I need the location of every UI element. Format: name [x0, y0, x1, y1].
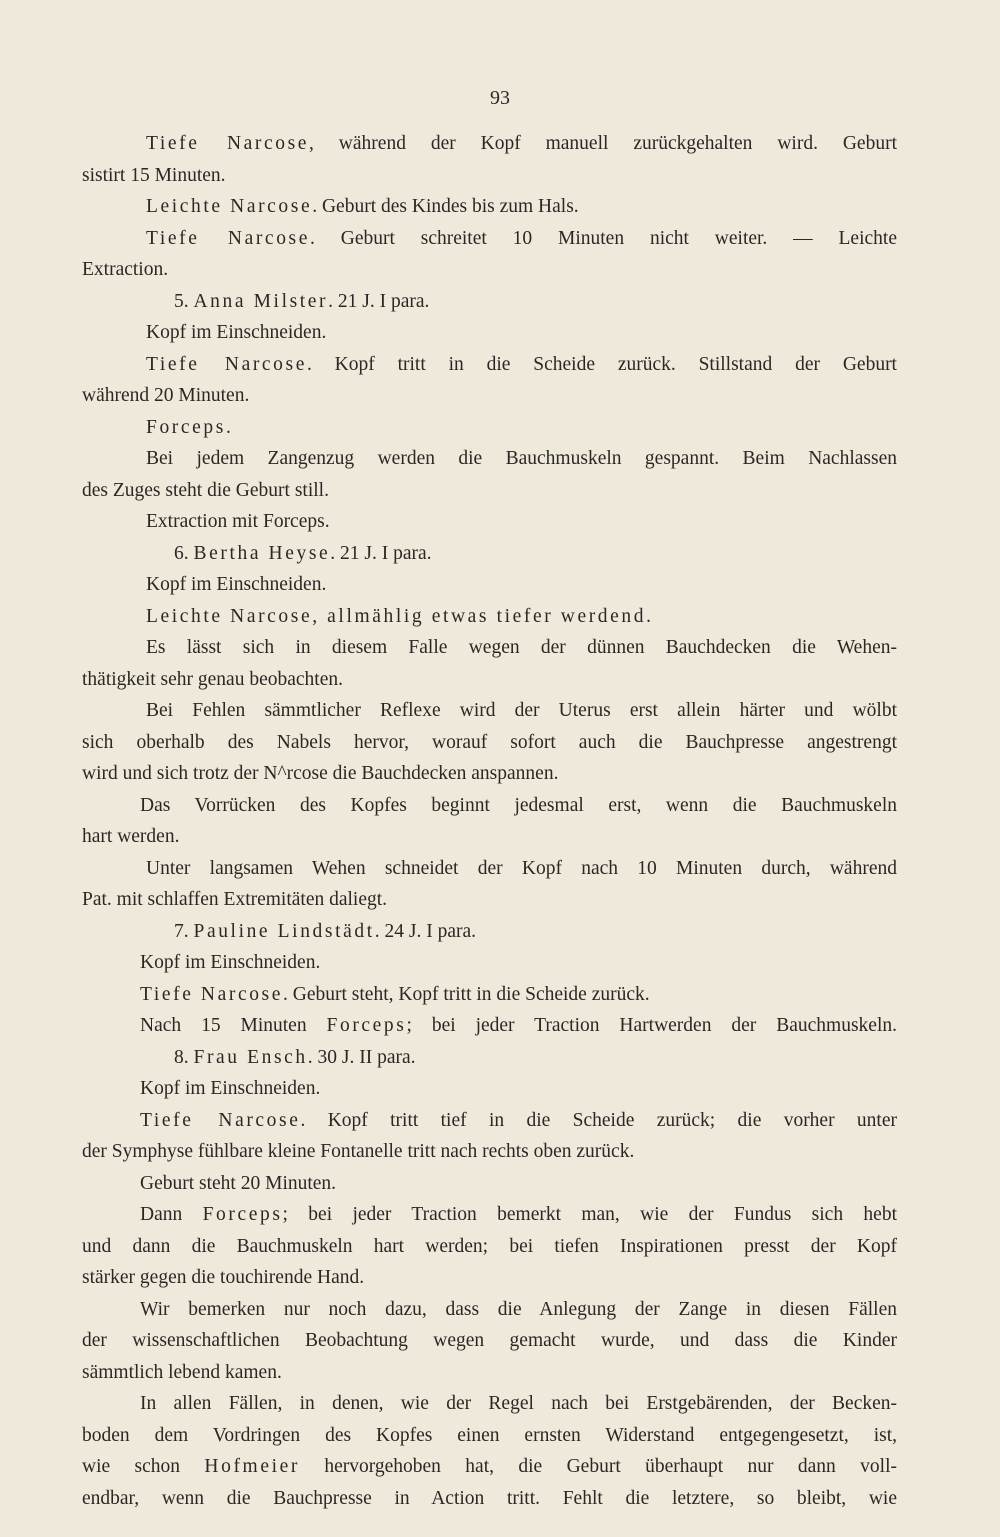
text-line	[82, 1231, 897, 1263]
text-line	[82, 1420, 897, 1452]
text-run: Bei Fehlen sämmtlicher Reflexe wird der Uterus erst allein härter und wölbt	[146, 700, 897, 721]
text-run: . Kopf tritt in die Scheide zurück. Stillstand der Geburt	[306, 353, 897, 375]
text-line	[82, 1325, 897, 1357]
text-line	[82, 1357, 897, 1389]
text-line	[82, 884, 897, 916]
text-run: . 21 J. I para.	[330, 542, 432, 564]
text-run: wie schon	[82, 1456, 205, 1477]
text-run: Pat. mit schlaffen Extremitäten daliegt.	[82, 889, 388, 910]
text-line	[82, 412, 897, 444]
spaced-text: Forceps	[326, 1015, 407, 1036]
text-run: thätigkeit sehr genau beobachten.	[82, 668, 343, 690]
text-run: Extraction mit Forceps.	[146, 511, 330, 532]
text-run: .	[225, 416, 231, 438]
text-run: des Zuges steht die Geburt still.	[82, 479, 329, 501]
spaced-text: Pauline Lindstädt	[193, 920, 375, 942]
spaced-text: Hofmeier	[204, 1456, 300, 1477]
text-run: 8.	[174, 1046, 194, 1068]
text-run: und dann die Bauchmuskeln hart werden; bei tiefen Inspirationen presst der Kopf	[82, 1235, 897, 1257]
text-run: . 21 J. I para.	[328, 290, 430, 312]
text-run: , während der Kopf manuell zurückgehalten wird. Geburt	[309, 133, 897, 154]
text-run: Bei jedem Zangenzug werden die Bauchmuskeln gespannt. Beim Nachlassen	[146, 448, 897, 469]
text-line	[82, 695, 897, 727]
text-run: Kopf im Einschneiden.	[140, 1078, 321, 1099]
text-run: Wir bemerken nur noch dazu, dass die Anlegung der Zange in diesen Fällen	[140, 1298, 897, 1320]
text-line	[82, 1042, 897, 1074]
text-line	[82, 790, 897, 822]
text-run: Es lässt sich in diesem Falle wegen der dünnen Bauchdecken die Wehen-	[146, 637, 897, 658]
text-run: . Geburt des Kindes bis zum Hals.	[312, 196, 579, 217]
text-run: . 30 J. II para.	[307, 1046, 416, 1068]
spaced-text: Bertha Heyse	[193, 542, 331, 564]
text-line	[82, 1105, 897, 1137]
text-run: Nach 15 Minuten	[140, 1015, 327, 1036]
text-run: ; bei jeder Traction Hartwerden der Bauchmuskeln.	[406, 1015, 897, 1036]
text-line	[82, 191, 897, 223]
spaced-text: Leichte Narcose	[146, 196, 313, 217]
body-text	[82, 128, 897, 1514]
text-line	[82, 947, 897, 979]
text-run: hart werden.	[82, 826, 180, 847]
text-run: . Geburt steht, Kopf tritt in die Scheide zurück.	[283, 983, 650, 1005]
text-line	[82, 979, 897, 1011]
text-run: 6.	[174, 542, 194, 564]
text-line	[82, 349, 897, 381]
text-line	[82, 1294, 897, 1326]
text-run: . Kopf tritt tief in die Scheide zurück; die vorher unter	[300, 1109, 897, 1131]
text-run: 5.	[174, 290, 194, 312]
text-run: Kopf im Einschneiden.	[146, 574, 327, 595]
spaced-text: Tiefe Narcose	[140, 1109, 301, 1131]
spaced-text: Forceps	[146, 416, 226, 438]
text-run: sämmtlich lebend kamen.	[82, 1361, 282, 1383]
text-run: sistirt 15 Minuten.	[82, 164, 226, 186]
text-line	[82, 1136, 897, 1168]
spaced-text: Leichte Narcose, allmählig etwas tiefer werdend	[146, 605, 647, 627]
text-line	[82, 380, 897, 412]
text-line	[82, 758, 897, 790]
text-run: hervorgehoben hat, die Geburt überhaupt nur dann voll-	[299, 1456, 897, 1477]
text-run: während 20 Minuten.	[82, 385, 250, 406]
text-run: .	[646, 605, 651, 627]
text-line	[82, 254, 897, 286]
text-run: Das Vorrücken des Kopfes beginnt jedesmal erst, wenn die Bauchmuskeln	[140, 794, 897, 816]
text-run: ; bei jeder Traction bemerkt man, wie der Fundus sich hebt	[282, 1204, 897, 1225]
text-line	[82, 1451, 897, 1483]
text-line	[82, 317, 897, 349]
spaced-text: Tiefe Narcose	[140, 983, 284, 1005]
text-line	[82, 443, 897, 475]
text-line	[82, 1199, 897, 1231]
text-run: endbar, wenn die Bauchpresse in Action tritt. Fehlt die letztere, so bleibt, wie	[82, 1487, 897, 1509]
spaced-text: Tiefe Narcose	[146, 227, 310, 249]
text-line	[82, 286, 897, 318]
text-run: der wissenschaftlichen Beobachtung wegen gemacht wurde, und dass die Kinder	[82, 1330, 897, 1351]
text-run: Extraction.	[82, 259, 169, 280]
text-run: boden dem Vordringen des Kopfes einen ernsten Widerstand entgegengesetzt, ist,	[82, 1424, 897, 1446]
text-line	[82, 1388, 897, 1420]
text-run: Geburt steht 20 Minuten.	[140, 1172, 337, 1194]
page-number: 93	[490, 87, 510, 109]
text-run: 7.	[174, 920, 194, 942]
text-run: der Symphyse fühlbare kleine Fontanelle tritt nach rechts oben zurück.	[82, 1141, 635, 1162]
text-line	[82, 821, 897, 853]
text-line	[82, 916, 897, 948]
text-line	[82, 727, 897, 759]
text-line	[82, 569, 897, 601]
text-run: Kopf im Einschneiden.	[140, 952, 321, 973]
text-line	[82, 1073, 897, 1105]
text-run: sich oberhalb des Nabels hervor, worauf sofort auch die Bauchpresse angestrengt	[82, 731, 897, 753]
spaced-text: Forceps	[202, 1204, 283, 1225]
text-line	[82, 128, 897, 160]
spaced-text: Tiefe Narcose	[146, 353, 307, 375]
text-line	[82, 475, 897, 507]
spaced-text: Tiefe Narcose	[146, 133, 310, 154]
text-run: . Geburt schreitet 10 Minuten nicht weiter. — Leichte	[310, 227, 897, 249]
text-line	[82, 1483, 897, 1515]
text-run: Unter langsamen Wehen schneidet der Kopf nach 10 Minuten durch, während	[146, 857, 897, 879]
text-line	[82, 160, 897, 192]
text-run: wird und sich trotz der N^rcose die Bauchdecken anspannen.	[82, 763, 559, 784]
text-line	[82, 1168, 897, 1200]
text-line	[82, 506, 897, 538]
text-run: Dann	[140, 1204, 203, 1225]
text-run: Kopf im Einschneiden.	[146, 322, 327, 343]
text-line	[82, 632, 897, 664]
text-line	[82, 664, 897, 696]
text-line	[82, 538, 897, 570]
spaced-text: Anna Milster	[193, 290, 329, 312]
text-line	[82, 601, 897, 633]
text-run: In allen Fällen, in denen, wie der Regel nach bei Erstgebärenden, der Becken-	[140, 1393, 897, 1414]
text-line	[82, 853, 897, 885]
text-line	[82, 223, 897, 255]
text-run: stärker gegen die touchirende Hand.	[82, 1267, 365, 1288]
spaced-text: Frau Ensch	[193, 1046, 308, 1068]
text-line	[82, 1010, 897, 1042]
text-run: . 24 J. I para.	[374, 920, 476, 942]
text-line	[82, 1262, 897, 1294]
